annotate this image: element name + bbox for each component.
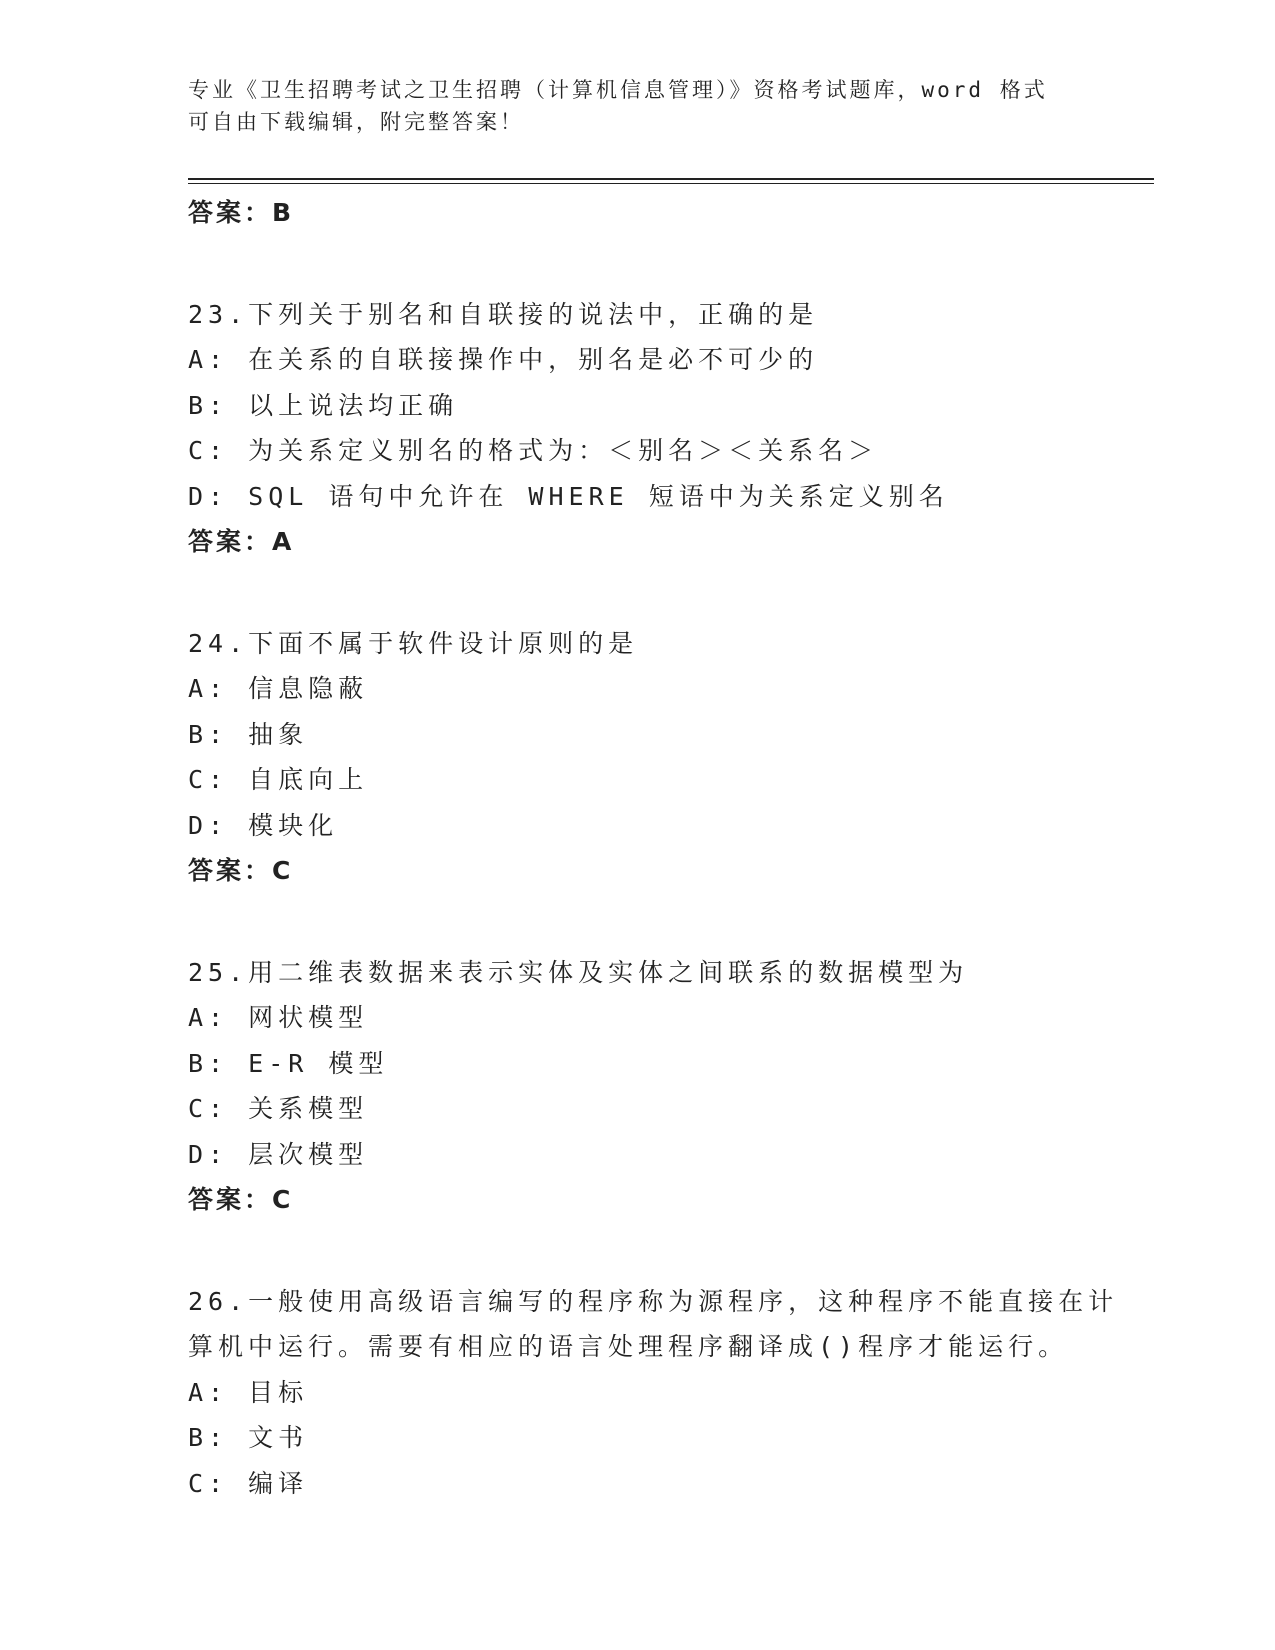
spacer — [188, 565, 1088, 621]
option-a: A: 信息隐蔽 — [188, 674, 369, 703]
header-divider-thin — [188, 183, 1154, 184]
option-a: A: 在关系的自联接操作中，别名是必不可少的 — [188, 345, 819, 374]
header-divider-thick — [188, 178, 1154, 180]
option-a: A: 网状模型 — [188, 1003, 369, 1032]
question-block — [188, 1279, 1119, 1507]
header-line-2: 可自由下载编辑，附完整答案！ — [188, 110, 524, 134]
answer-line: 答案：B — [188, 198, 295, 227]
document-header — [188, 74, 1088, 138]
answer-line: 答案：A — [188, 527, 295, 556]
spacer — [188, 1223, 1088, 1279]
answer-line: 答案：C — [188, 1185, 294, 1214]
option-c: C: 为关系定义别名的格式为：＜别名＞＜关系名＞ — [188, 436, 879, 465]
question-stem: 23.下列关于别名和自联接的说法中，正确的是 — [188, 299, 819, 329]
option-c: C: 关系模型 — [188, 1094, 369, 1123]
option-b: B: 抽象 — [188, 719, 309, 749]
option-c: C: 编译 — [188, 1468, 309, 1498]
spacer — [188, 236, 1088, 292]
question-stem: 24.下面不属于软件设计原则的是 — [188, 628, 639, 658]
header-line-1: 专业《卫生招聘考试之卫生招聘（计算机信息管理）》资格考试题库，word 格式 — [188, 78, 1048, 102]
document-body — [188, 190, 1119, 1506]
option-b: B: 文书 — [188, 1423, 309, 1452]
question-stem: 25.用二维表数据来表示实体及实体之间联系的数据模型为 — [188, 957, 969, 987]
option-d: D: 层次模型 — [188, 1139, 369, 1169]
question-block — [188, 950, 1088, 1223]
question-stem-line-1: 26.一般使用高级语言编写的程序称为源程序，这种程序不能直接在计 — [188, 1286, 1119, 1316]
option-c: C: 自底向上 — [188, 765, 369, 794]
question-stem-line-2: 算机中运行。需要有相应的语言处理程序翻译成()程序才能运行。 — [188, 1332, 1069, 1361]
option-d: D: 模块化 — [188, 810, 339, 840]
option-b: B: 以上说法均正确 — [188, 390, 459, 420]
spacer — [188, 894, 1088, 950]
answer-line: 答案：C — [188, 856, 294, 885]
question-block — [188, 292, 1088, 565]
option-d: D: SQL 语句中允许在 WHERE 短语中为关系定义别名 — [188, 481, 949, 511]
option-a: A: 目标 — [188, 1377, 309, 1407]
question-block — [188, 621, 1088, 894]
option-b: B: E-R 模型 — [188, 1048, 389, 1078]
